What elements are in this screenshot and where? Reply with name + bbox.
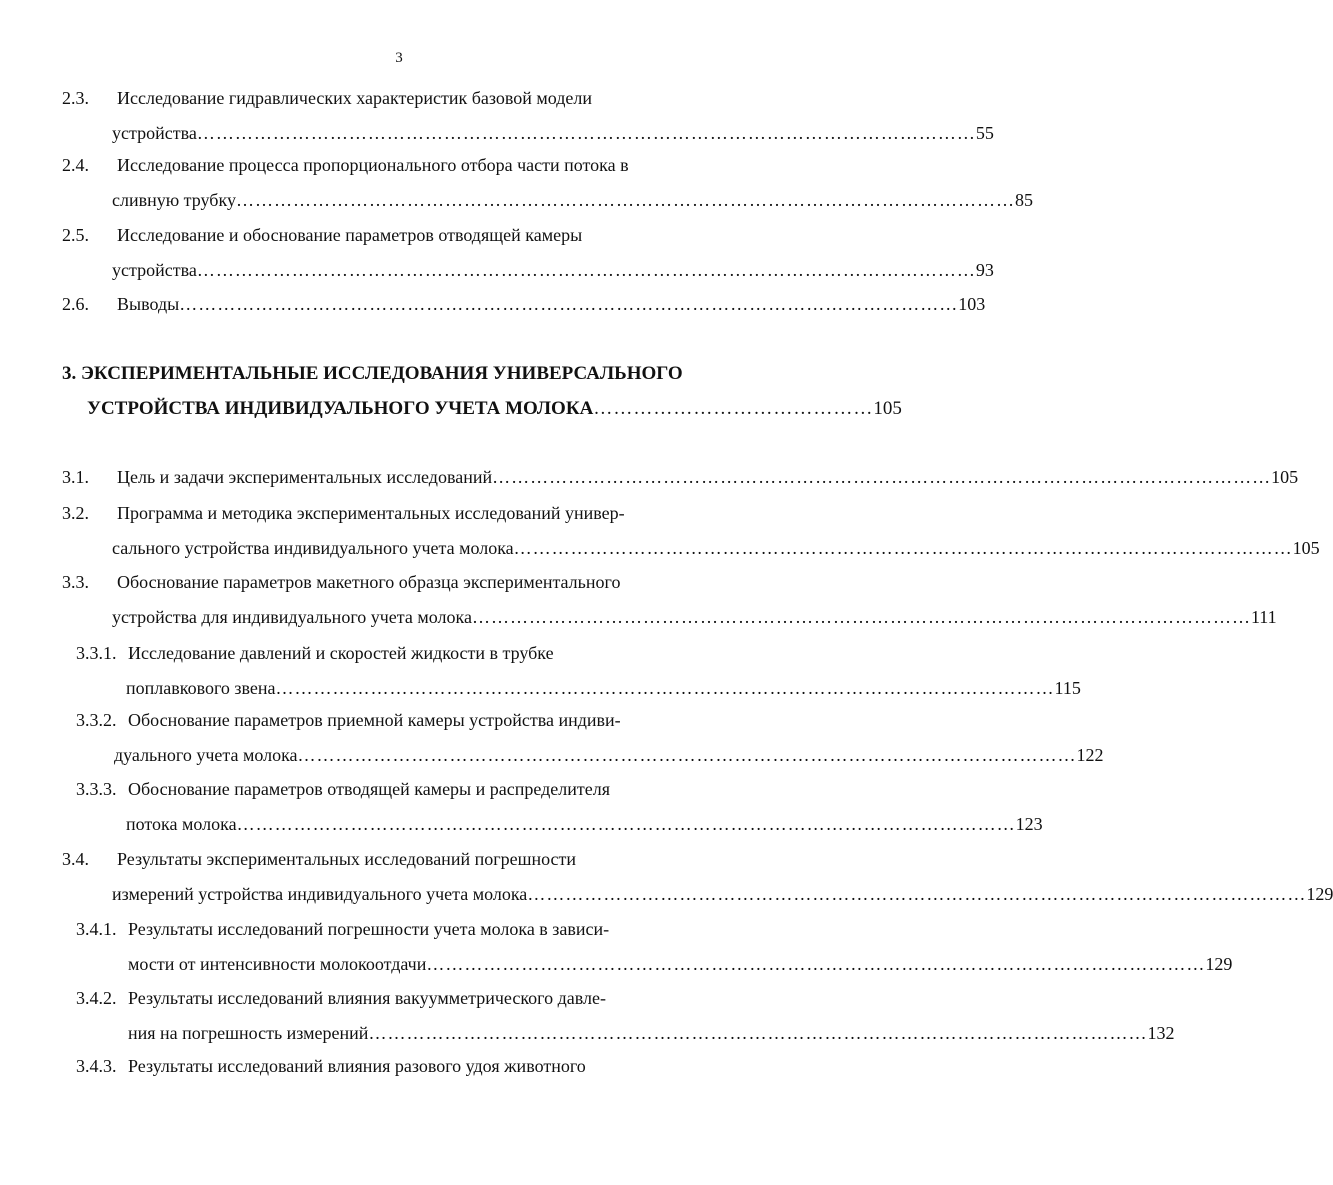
entry-title-cont: потока молока — [126, 814, 237, 834]
entry-page: 103 — [958, 294, 986, 314]
dot-leader: …………………………………………………………………………………………………………… — [492, 467, 1272, 487]
dot-leader: …………………………………………………………………………………………………………… — [275, 678, 1055, 698]
entry-title: Исследование гидравлических характеристик базовой модели — [117, 88, 593, 108]
entry-title: Исследование процесса пропорционального отбора части потока в — [117, 155, 629, 175]
toc-entry-3-4-2 — [76, 988, 1175, 1044]
entry-page: 55 — [975, 123, 994, 143]
entry-title: Результаты исследований погрешности учета молока в зависи- — [128, 919, 610, 939]
entry-title-cont: измерений устройства индивидуального учета молока — [112, 884, 528, 904]
entry-number: 3.3.2. — [76, 710, 117, 730]
chapter-title-cont: УСТРОЙСТВА ИНДИВИДУАЛЬНОГО УЧЕТА МОЛОКА — [87, 398, 594, 419]
entry-title: Результаты экспериментальных исследований погрешности — [117, 849, 577, 869]
entry-number: 3.4. — [62, 849, 89, 869]
toc-entry-3-4 — [62, 849, 1333, 905]
entry-page: 123 — [1015, 814, 1043, 834]
dot-leader: …………………………………………………………………………………………………………… — [196, 260, 976, 280]
entry-number: 3.3. — [62, 572, 89, 592]
entry-title-cont: сливную трубку — [112, 190, 236, 210]
toc-entry-3-1 — [62, 467, 1299, 489]
entry-page: 129 — [1306, 884, 1333, 904]
entry-page: 129 — [1205, 954, 1233, 974]
entry-title-cont: поплавкового звена — [126, 678, 276, 698]
toc-entry-3-3 — [62, 572, 1277, 628]
entry-page: 115 — [1054, 678, 1081, 698]
entry-number: 3.2. — [62, 503, 89, 523]
entry-title-cont: сального устройства индивидуального учета молока — [112, 538, 514, 558]
entry-title: Цель и задачи экспериментальных исследований — [117, 467, 493, 487]
toc-entry-3-3-1 — [76, 643, 1081, 699]
entry-number: 3.4.2. — [76, 988, 117, 1008]
entry-title-cont: устройства для индивидуального учета молока — [112, 607, 472, 627]
dot-leader: …………………………………………………………………………………………………………… — [513, 538, 1293, 558]
entry-page: 111 — [1250, 607, 1277, 627]
toc-entry-3-3-3 — [76, 779, 1043, 835]
chapter-title: 3. ЭКСПЕРИМЕНТАЛЬНЫЕ ИССЛЕДОВАНИЯ УНИВЕРСАЛЬНОГО — [62, 363, 683, 384]
entry-number: 3.4.1. — [76, 919, 117, 939]
entry-title-cont: устройства — [112, 123, 197, 143]
entry-page: 85 — [1014, 190, 1033, 210]
entry-page: 132 — [1147, 1023, 1175, 1043]
entry-number: 3.3.3. — [76, 779, 117, 799]
entry-title: Обоснование параметров отводящей камеры и распределителя — [128, 779, 611, 799]
toc-entry-3-2 — [62, 503, 1320, 559]
entry-title: Выводы — [117, 294, 180, 314]
toc-entry-3-3-2 — [76, 710, 1104, 766]
toc-entry-3-4-1 — [76, 919, 1233, 975]
entry-title: Обоснование параметров макетного образца экспериментального — [117, 572, 621, 592]
dot-leader: …………………………………………………………………………………………………………… — [196, 123, 976, 143]
dot-leader: …………………………………………………………………………………………………………… — [368, 1023, 1148, 1043]
entry-title: Исследование давлений и скоростей жидкости в трубке — [128, 643, 554, 663]
entry-title: Обоснование параметров приемной камеры устройства индиви- — [128, 710, 621, 730]
entry-title-cont: устройства — [112, 260, 197, 280]
entry-title-cont: дуального учета молока — [114, 745, 298, 765]
dot-leader: …………………………………………………………………………………………………………… — [236, 814, 1016, 834]
dot-leader: …………………………………… — [593, 398, 874, 419]
entry-page: 93 — [975, 260, 994, 280]
dot-leader: …………………………………………………………………………………………………………… — [297, 745, 1077, 765]
entry-number: 2.3. — [62, 88, 89, 108]
dot-leader: …………………………………………………………………………………………………………… — [179, 294, 959, 314]
toc-entry-2-3 — [62, 88, 994, 144]
page-number: 3 — [395, 50, 403, 66]
entry-number: 2.6. — [62, 294, 89, 314]
entry-title: Программа и методика экспериментальных исследований универ- — [117, 503, 625, 523]
dot-leader: …………………………………………………………………………………………………………… — [471, 607, 1251, 627]
entry-page: 105 — [1292, 538, 1320, 558]
entry-page: 122 — [1076, 745, 1104, 765]
toc-entry-2-4 — [62, 155, 1033, 211]
entry-title-cont: ния на погрешность измерений — [128, 1023, 369, 1043]
toc-entry-3-4-3 — [76, 1056, 737, 1078]
dot-leader: …………………………………………………………………………………………………………… — [527, 884, 1307, 904]
chapter-3-heading — [62, 363, 902, 423]
entry-number: 3.3.1. — [76, 643, 117, 663]
dot-leader: …………………………………………………………………………………………………………… — [235, 190, 1015, 210]
entry-number: 3.4.3. — [76, 1056, 117, 1076]
entry-number: 2.5. — [62, 225, 89, 245]
toc-entry-2-6 — [62, 294, 986, 316]
dot-leader: …………………………………………………………………………………………………………… — [426, 954, 1206, 974]
entry-number: 2.4. — [62, 155, 89, 175]
entry-title: Исследование и обоснование параметров отводящей камеры — [117, 225, 583, 245]
chapter-page: 105 — [873, 398, 902, 419]
entry-number: 3.1. — [62, 467, 89, 487]
entry-title: Результаты исследований влияния вакуумметрического давле- — [128, 988, 606, 1008]
entry-title: Результаты исследований влияния разового удоя животного — [128, 1056, 586, 1076]
entry-title-cont: мости от интенсивности молокоотдачи — [128, 954, 427, 974]
entry-page: 105 — [1271, 467, 1299, 487]
toc-entry-2-5 — [62, 225, 994, 281]
